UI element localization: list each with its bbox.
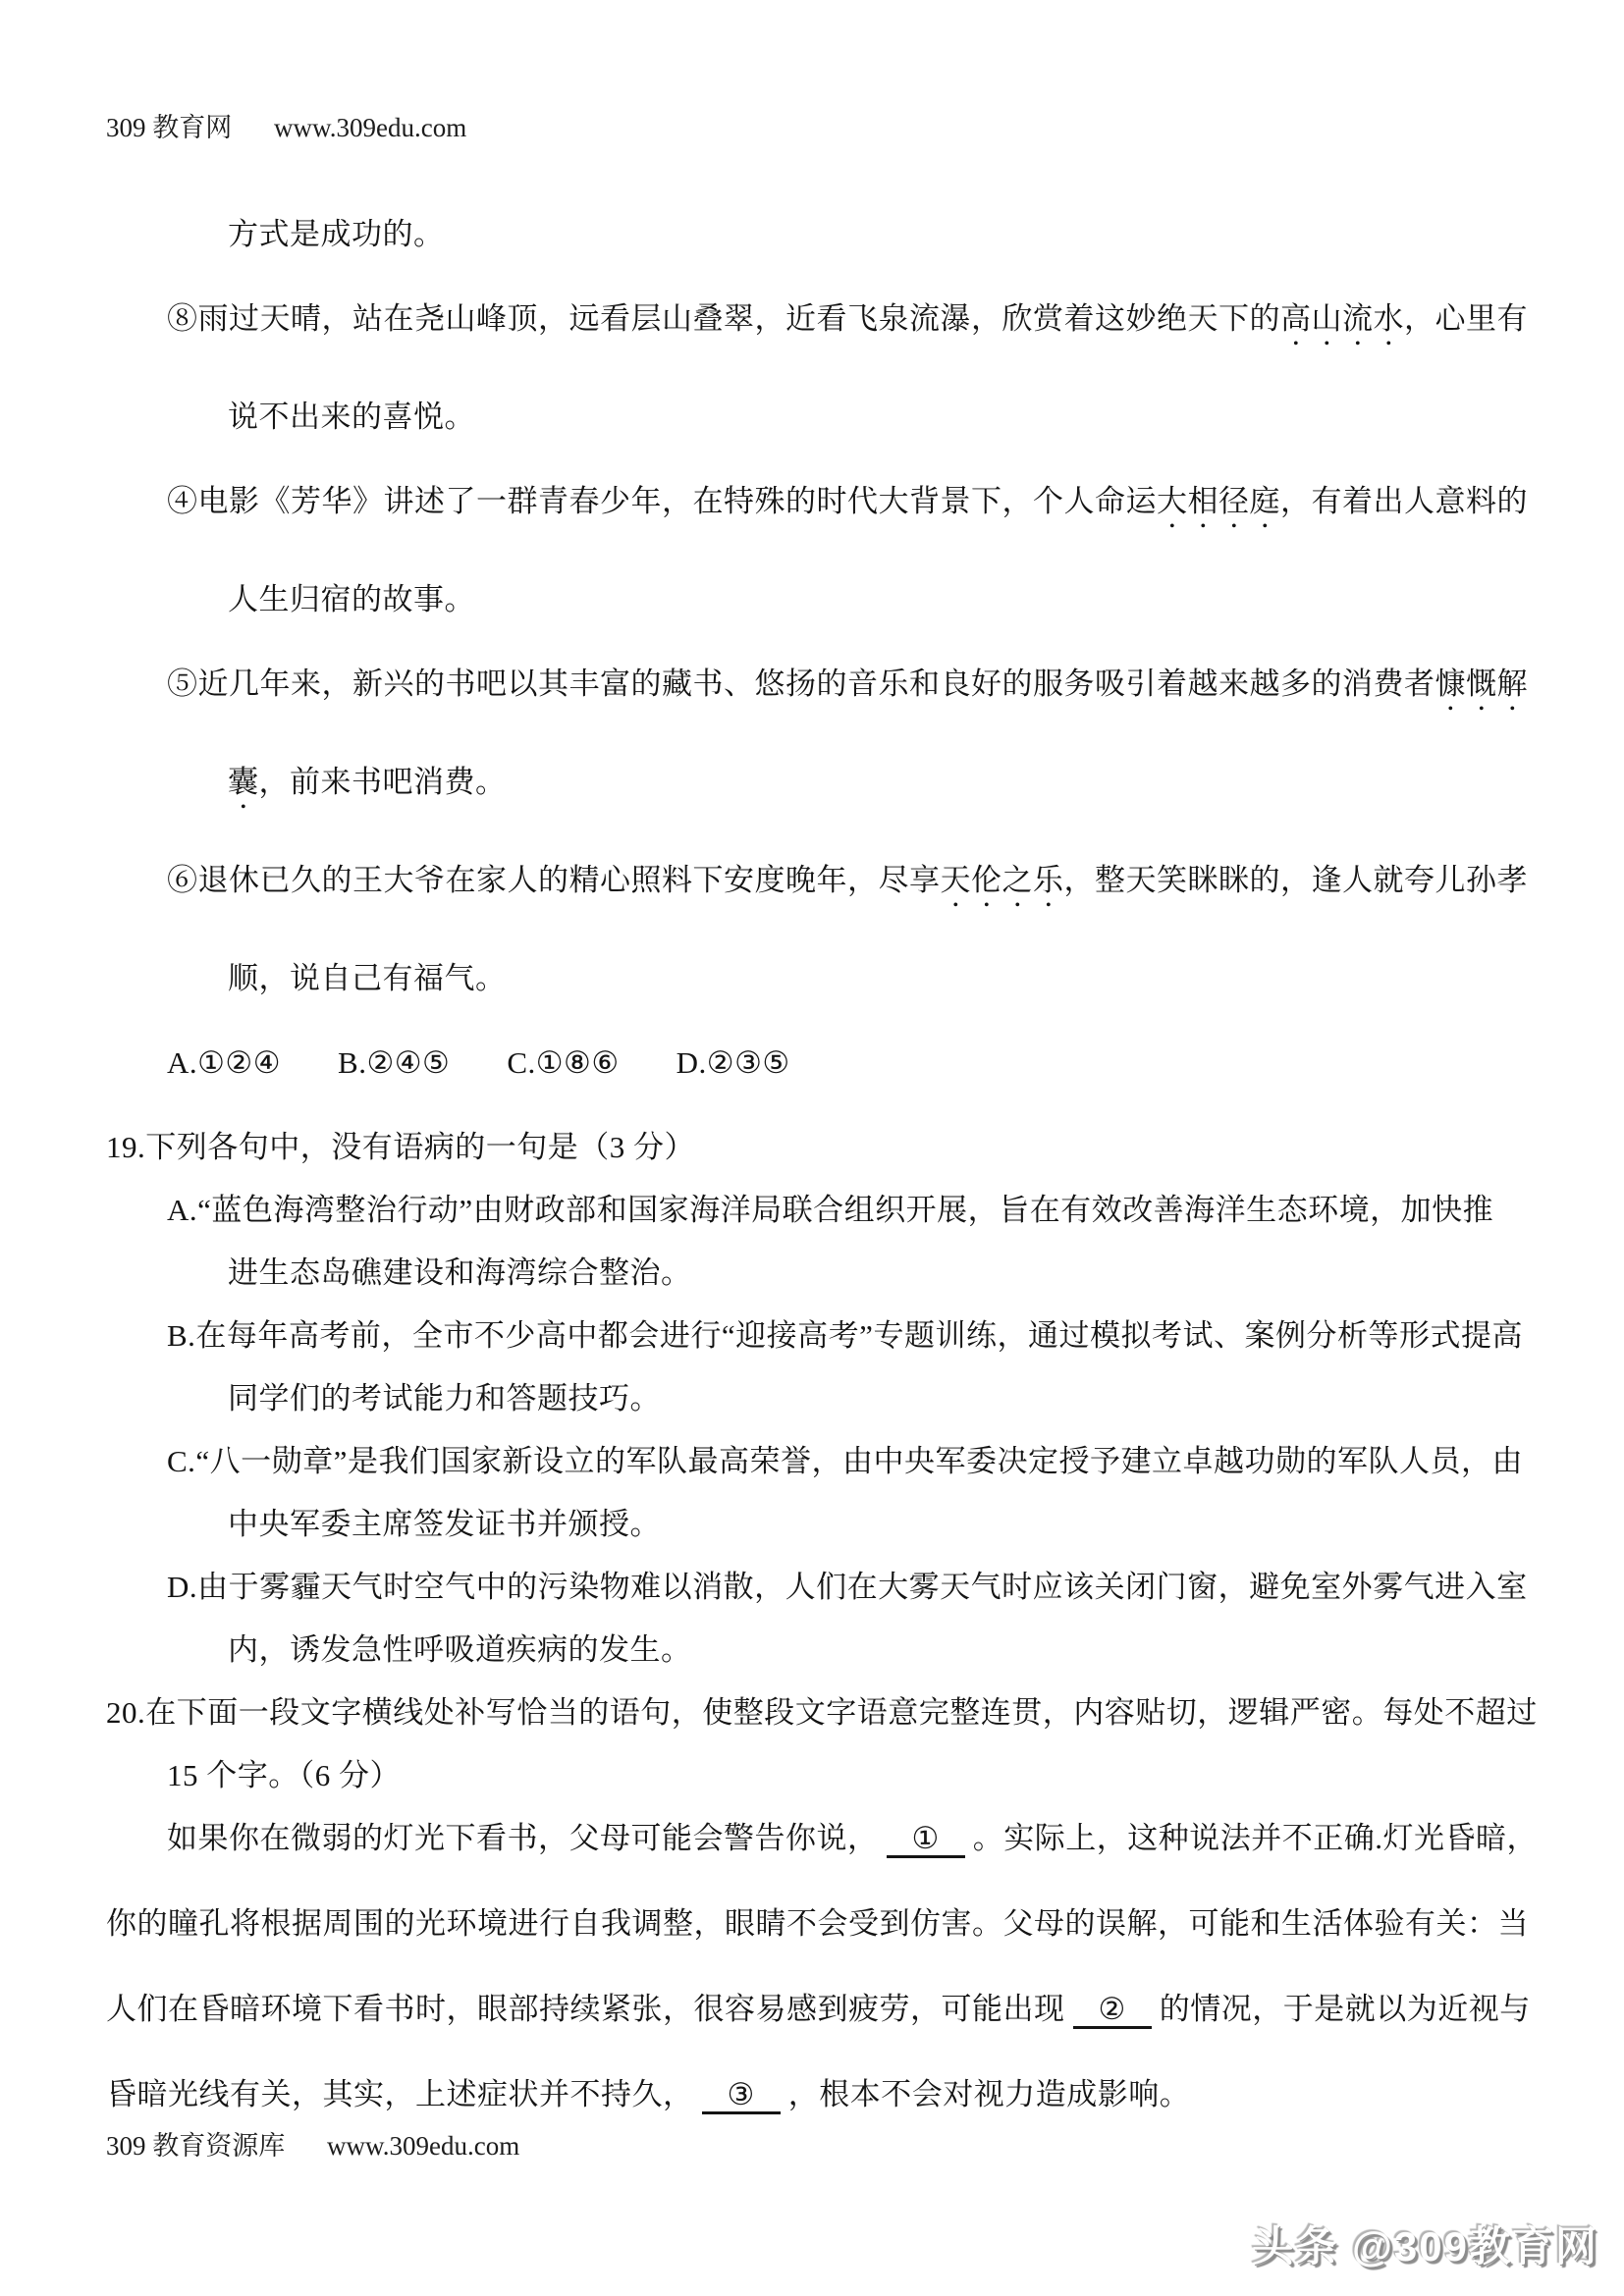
- q20-paragraph-line-2: [0, 1904, 1624, 1944]
- text-segment: 同学们的考试能力和答题技巧。: [228, 1381, 661, 1415]
- text-segment: 20.在下面一段文字横线处补写恰当的语句，使整段文字语意完整连贯，内容贴切，逻辑严密。每处不超过: [106, 1695, 1538, 1730]
- q19-option-a-continuation: [0, 1254, 1624, 1293]
- answer-blank-2: ②: [1073, 1993, 1152, 2029]
- site-url: www.309edu.com: [274, 113, 467, 142]
- text-segment: ，心里有: [1404, 301, 1528, 336]
- item-5-continuation: [0, 763, 1624, 816]
- text-segment: A.①②④: [167, 1045, 282, 1080]
- q19-option-c-continuation: [0, 1505, 1624, 1544]
- q19-option-d-continuation: [0, 1630, 1624, 1670]
- text-segment: C.“八一勋章”是我们国家新设立的军队最高荣誉，由中央军委决定授予建立卓越功勋的军队人员，由: [167, 1444, 1523, 1478]
- text-segment: C.①⑧⑥: [507, 1045, 620, 1080]
- item-8: [0, 299, 1624, 352]
- q20-stem: [0, 1693, 1624, 1733]
- text-segment: D.②③⑤: [676, 1045, 790, 1080]
- emphasized-text: 高山流水: [1280, 301, 1404, 336]
- item-8-continuation: [0, 398, 1624, 437]
- text-segment: ⑧雨过天晴，站在尧山峰顶，远看层山叠翠，近看飞泉流瀑，欣赏着这妙绝天下的: [167, 301, 1280, 336]
- q19-option-b-continuation: [0, 1379, 1624, 1418]
- q19-option-d: [0, 1568, 1624, 1607]
- emphasized-text: 慷慨解: [1435, 667, 1528, 701]
- q20-paragraph-line-1: [0, 1819, 1624, 1858]
- text-segment: ，前来书吧消费。: [258, 765, 507, 799]
- item-5: [0, 665, 1624, 718]
- text-segment: 人生归宿的故事。: [228, 582, 475, 616]
- text-segment: 昏暗光线有关，其实，上述症状并不持久，: [106, 2077, 694, 2111]
- q20-stem-continuation: [0, 1756, 1624, 1795]
- q19-stem: [0, 1128, 1624, 1167]
- toutiao-watermark: 头条 @309教育网: [1252, 2223, 1598, 2269]
- item-4-continuation: [0, 580, 1624, 619]
- text-segment: 中央军委主席签发证书并颁授。: [228, 1507, 661, 1541]
- emphasized-text: 大相径庭: [1157, 484, 1280, 518]
- text-segment: ⑤近几年来，新兴的书吧以其丰富的藏书、悠扬的音乐和良好的服务吸引着越来越多的消费者: [167, 667, 1435, 701]
- text-segment: 。实际上，这种说法并不正确.灯光昏暗，: [972, 1821, 1539, 1855]
- answer-blank-3: ③: [702, 2078, 781, 2114]
- q19-option-b: [0, 1316, 1624, 1356]
- page-footer: [106, 2124, 519, 2163]
- text-segment: 你的瞳孔将根据周围的光环境进行自我调整，眼睛不会受到仿害。父母的误解，可能和生活体验有关：当: [106, 1906, 1529, 1941]
- document-body: [0, 215, 1624, 2161]
- text-segment: A.“蓝色海湾整治行动”由财政部和国家海洋局联合组织开展，旨在有效改善海洋生态环境，加快推: [167, 1193, 1494, 1227]
- text-segment: 说不出来的喜悦。: [228, 400, 475, 434]
- text-segment: 如果你在微弱的灯光下看书，父母可能会警告你说，: [167, 1821, 879, 1855]
- item-7-continuation: [0, 215, 1624, 254]
- text-segment: ，整天笑眯眯的，逢人就夸儿孙孝: [1063, 863, 1528, 897]
- text-segment: 方式是成功的。: [228, 217, 445, 251]
- text-segment: ④电影《芳华》讲述了一群青春少年，在特殊的时代大背景下，个人命运: [167, 484, 1157, 518]
- text-segment: 内，诱发急性呼吸道疾病的发生。: [228, 1632, 692, 1667]
- q19-option-c: [0, 1442, 1624, 1481]
- text-segment: 人们在昏暗环境下看书时，眼部持续紧张，很容易感到疲劳，可能出现: [106, 1992, 1065, 2026]
- text-segment: B.在每年高考前，全市不少高中都会进行“迎接高考”专题训练，通过模拟考试、案例分析等形式提高: [167, 1318, 1523, 1353]
- text-segment: 15 个字。（6 分）: [167, 1758, 401, 1792]
- page-header: [106, 106, 466, 144]
- emphasized-text: 囊: [228, 765, 259, 799]
- footer-site-url: www.309edu.com: [327, 2131, 520, 2161]
- text-segment: 19.下列各句中，没有语病的一句是（3 分）: [106, 1130, 695, 1164]
- emphasized-text: 天伦之乐: [940, 863, 1064, 897]
- text-segment: 顺，说自己有福气。: [228, 961, 507, 995]
- text-segment: ，根本不会对视力造成影响。: [787, 2077, 1191, 2111]
- text-segment: ，有着出人意料的: [1280, 484, 1528, 518]
- q19-option-a: [0, 1191, 1624, 1230]
- item-4: [0, 482, 1624, 535]
- item-6-continuation: [0, 959, 1624, 998]
- q20-paragraph-line-3: [0, 1990, 1624, 2029]
- text-segment: 的情况，于是就以为近视与: [1159, 1992, 1531, 2026]
- q20-paragraph-line-4: [0, 2075, 1624, 2114]
- text-segment: ⑥退休已久的王大爷在家人的精心照料下安度晚年，尽享: [167, 863, 941, 897]
- item-6: [0, 861, 1624, 914]
- answer-blank-1: ①: [887, 1822, 965, 1858]
- footer-site-name: 309 教育资源库: [106, 2131, 286, 2161]
- text-segment: 进生态岛礁建设和海湾综合整治。: [228, 1255, 692, 1290]
- answer-options-row: [0, 1043, 1624, 1083]
- site-name: 309 教育网: [106, 113, 233, 142]
- text-segment: B.②④⑤: [338, 1045, 451, 1080]
- text-segment: D.由于雾霾天气时空气中的污染物难以消散，人们在大雾天气时应该关闭门窗，避免室外雾气进入室: [167, 1570, 1528, 1604]
